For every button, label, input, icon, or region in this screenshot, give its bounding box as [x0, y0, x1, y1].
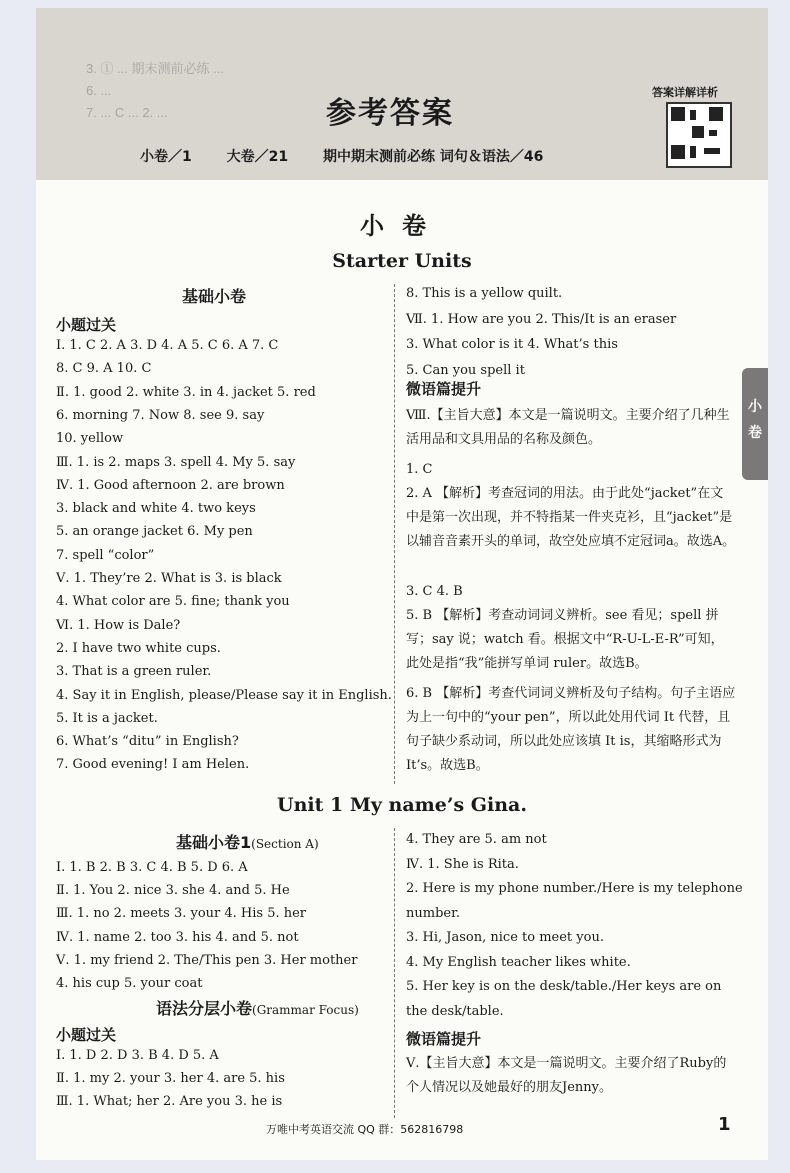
answer-line: number. — [406, 905, 461, 921]
answer-line: 3. That is a green ruler. — [56, 664, 212, 680]
footer-text: 万唯中考英语交流 QQ 群：562816798 — [266, 1123, 464, 1136]
side-tab[interactable] — [742, 368, 768, 480]
answer-line: Ⅳ. 1. Good afternoon 2. are brown — [56, 477, 285, 493]
answer-line: 7. Good evening! I am Helen. — [56, 757, 250, 773]
answer-line: Ⅰ. 1. C 2. A 3. D 4. A 5. C 6. A 7. C — [56, 338, 279, 353]
answer-line: 5. Her key is on the desk/table./Her keys are on — [406, 979, 722, 994]
heading-basic: 基础小卷 — [182, 287, 247, 306]
answer-line: 8. C 9. A 10. C — [56, 361, 152, 377]
answer-line: Ⅳ. 1. name 2. too 3. his 4. and 5. not — [56, 929, 299, 945]
answer-line: 4. Say it in English, please/Please say it in English. — [56, 687, 392, 703]
answer-line: 4. his cup 5. your coat — [56, 976, 203, 991]
heading-note: (Grammar Focus) — [252, 1003, 359, 1017]
answer-line: Ⅱ. 1. my 2. your 3. her 4. are 5. his — [56, 1071, 285, 1087]
answer-line: 4. They are 5. am not — [406, 832, 547, 847]
answer-line: 3. Hi, Jason, nice to meet you. — [406, 930, 604, 945]
answer-line: Ⅱ. 1. You 2. nice 3. she 4. and 5. He — [56, 883, 290, 899]
page-number: 1 — [718, 1114, 731, 1135]
answer-line: Ⅳ. 1. She is Rita. — [406, 856, 519, 872]
answer-line: 6. What’s “ditu” in English? — [56, 734, 239, 750]
answer-line: 2. Here is my phone number./Here is my telephone — [406, 881, 743, 896]
answer-item: 5. B 【解析】考查动词词义辨析。see 看见；spell 拼写；say 说；watch 看。根据文中“R-U-L-E-R”可知，此处是指“我”能拼写单词 ruler。故选B。 — [406, 608, 724, 671]
contents-item: 期中期末测前必练 词句＆语法／46 — [322, 149, 544, 165]
subheading: 微语篇提升 — [406, 380, 482, 398]
answer-line: Ⅰ. 1. B 2. B 3. C 4. B 5. D 6. A — [56, 860, 248, 875]
answer-line: Ⅴ. 1. my friend 2. The/This pen 3. Her mother — [56, 952, 358, 968]
ghost-line: 3. ① ... 期末测前必练 ... — [86, 61, 224, 76]
answer-line: 3. What color is it 4. What’s this — [406, 337, 618, 352]
side-tab-label: 小卷 — [748, 399, 762, 441]
answer-line: Ⅴ. 1. They’re 2. What is 3. is black — [56, 571, 282, 586]
answer-line: 5. It is a jacket. — [56, 710, 158, 726]
answer-line: 6. morning 7. Now 8. see 9. say — [56, 407, 265, 423]
answer-page — [36, 8, 768, 1160]
section-title: 小卷 — [360, 212, 444, 240]
answer-line: 4. My English teacher likes white. — [406, 954, 631, 970]
header-banner — [36, 8, 768, 180]
unit-title: Unit 1 My name’s Gina. — [277, 794, 527, 816]
answer-line: Ⅲ. 1. no 2. meets 3. your 4. His 5. her — [56, 906, 307, 922]
answer-line: 2. I have two white cups. — [56, 640, 221, 656]
ghost-line: 6. ... — [86, 83, 112, 98]
header-contents — [140, 146, 573, 166]
column-divider — [394, 828, 395, 1118]
answer-item: 1. C — [406, 462, 433, 477]
page-title: 参考答案 — [326, 96, 454, 131]
answer-line: 4. What color are 5. fine; thank you — [56, 594, 290, 610]
answer-line: Ⅲ. 1. is 2. maps 3. spell 4. My 5. say — [56, 454, 296, 470]
answer-line: Ⅰ. 1. D 2. D 3. B 4. D 5. A — [56, 1048, 219, 1063]
qr-code-icon[interactable] — [666, 102, 732, 168]
contents-item: 小卷／1 — [140, 149, 192, 165]
answer-line: 3. black and white 4. two keys — [56, 501, 256, 517]
answer-line: 5. an orange jacket 6. My pen — [56, 524, 253, 540]
summary-paragraph: Ⅴ.【主旨大意】本文是一篇说明文。主要介绍了Ruby的个人情况以及她最好的朋友Jenny。 — [406, 1056, 727, 1095]
answer-line: 5. Can you spell it — [406, 362, 525, 378]
answer-line: Ⅶ. 1. How are you 2. This/It is an eraser — [406, 311, 677, 327]
answer-line: Ⅱ. 1. good 2. white 3. in 4. jacket 5. red — [56, 384, 316, 400]
answer-line: Ⅲ. 1. What; her 2. Are you 3. he is — [56, 1094, 283, 1110]
contents-item: 大卷／21 — [226, 149, 289, 165]
answer-line: the desk/table. — [406, 1003, 504, 1019]
unit-title: Starter Units — [332, 250, 472, 272]
ghost-line: 7. ... C ... 2. ... — [86, 105, 168, 120]
answer-item: 2. A 【解析】考查冠词的用法。由于此处“jacket”在文中是第一次出现，并不特指某一件夹克衫，且“jacket”是以辅音音素开头的单词，故空处应填不定冠词a。故选A。 — [406, 486, 736, 549]
answer-line: 8. This is a yellow quilt. — [406, 286, 563, 301]
subheading: 微语篇提升 — [406, 1030, 482, 1048]
heading-text: 语法分层小卷 — [156, 999, 253, 1018]
answer-item: 6. B 【解析】考查代词词义辨析及句子结构。句子主语应为上一句中的“your pen”，所以此处用代词 It 代替，且句子缺少系动词，所以此处应该填 It is，其缩略形式为 It’s。故选B。 — [406, 686, 736, 773]
answer-line: 10. yellow — [56, 431, 124, 447]
answer-line: 7. spell “color” — [56, 547, 155, 563]
subheading: 小题过关 — [56, 316, 117, 334]
answer-item: 3. C 4. B — [406, 584, 463, 599]
heading-note: (Section A) — [251, 837, 319, 851]
heading-grammar — [156, 996, 359, 1019]
heading-basic-1 — [176, 830, 319, 853]
answer-line: Ⅵ. 1. How is Dale? — [56, 617, 181, 633]
summary-paragraph: Ⅷ.【主旨大意】本文是一篇说明文。主要介绍了几种生活用品和文具用品的名称及颜色。 — [406, 408, 730, 447]
subheading: 小题过关 — [56, 1026, 117, 1044]
column-divider — [394, 284, 395, 784]
heading-text: 基础小卷1 — [176, 833, 252, 852]
qr-label: 答案详解详析 — [652, 86, 718, 99]
